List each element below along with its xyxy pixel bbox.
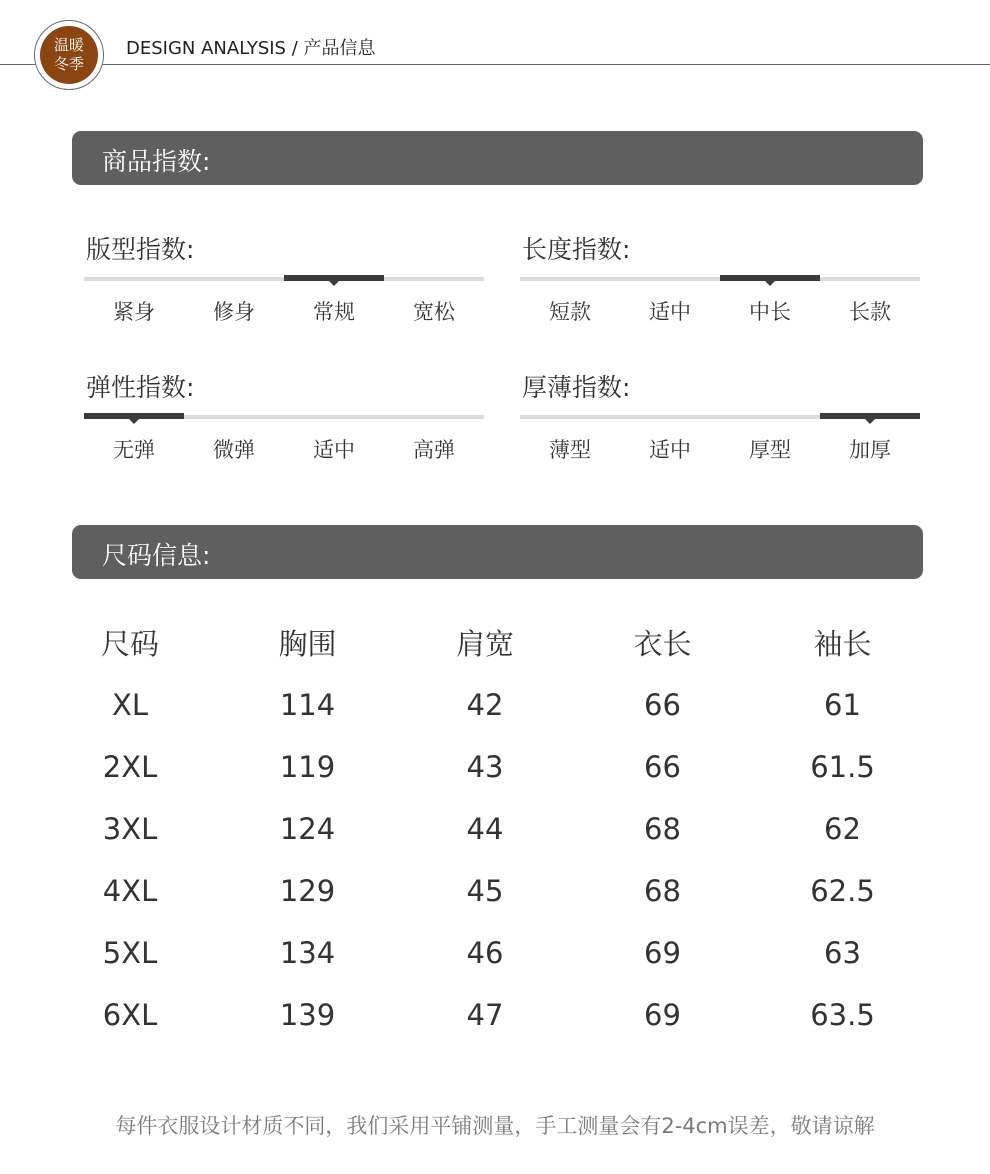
table-row [40, 928, 940, 990]
size-table-header [40, 618, 940, 680]
thickness-index-marker [820, 413, 920, 419]
elastic-option: 微弹 [213, 438, 255, 462]
size-cell: 119 [279, 750, 336, 784]
size-cell: 66 [644, 750, 681, 784]
size-cell: XL [111, 688, 149, 722]
section-bar-size-info [72, 525, 923, 579]
table-row [40, 680, 940, 742]
thickness-option: 适中 [649, 438, 691, 462]
size-cell: 61.5 [810, 750, 875, 784]
elastic-index-title: 弹性指数: [86, 373, 195, 402]
elastic-index-options [84, 434, 484, 464]
badge-text-line2: 冬季 [53, 55, 84, 73]
badge-text-line1: 温暖 [53, 36, 84, 54]
size-cell: 5XL [102, 936, 158, 970]
elastic-index-marker [84, 413, 184, 419]
season-badge-inner [40, 26, 98, 84]
fit-option: 常规 [313, 300, 355, 324]
thickness-option: 厚型 [749, 438, 791, 462]
thickness-index-options [520, 434, 920, 464]
elastic-index [84, 368, 484, 468]
size-header-cell: 尺码 [100, 627, 159, 661]
size-cell: 62.5 [810, 874, 875, 908]
size-cell: 61 [824, 688, 861, 722]
table-row [40, 990, 940, 1052]
season-badge [34, 20, 104, 90]
length-option: 中长 [749, 300, 791, 324]
length-index-marker [720, 275, 820, 281]
size-cell: 63.5 [810, 998, 875, 1032]
size-cell: 2XL [102, 750, 158, 784]
size-cell: 46 [466, 936, 504, 970]
size-cell: 42 [466, 688, 504, 722]
fit-option: 宽松 [413, 300, 455, 324]
size-cell: 47 [466, 998, 504, 1032]
size-cell: 66 [644, 688, 681, 722]
thickness-option: 薄型 [549, 438, 591, 462]
thickness-index-title: 厚薄指数: [522, 373, 631, 402]
size-cell: 6XL [102, 998, 158, 1032]
elastic-option: 无弹 [113, 438, 155, 462]
page-title: DESIGN ANALYSIS / 产品信息 [126, 38, 376, 59]
size-header-cell: 袖长 [813, 627, 872, 661]
size-cell: 62 [824, 812, 861, 846]
table-row [40, 742, 940, 804]
fit-index-marker [284, 275, 384, 281]
elastic-option: 高弹 [413, 438, 455, 462]
size-cell: 124 [279, 812, 336, 846]
size-cell: 45 [466, 874, 504, 908]
fit-index-options [84, 296, 484, 326]
size-cell: 68 [644, 874, 681, 908]
fit-index-title: 版型指数: [86, 235, 195, 264]
size-cell: 114 [279, 688, 336, 722]
elastic-option: 适中 [313, 438, 355, 462]
size-cell: 63 [824, 936, 861, 970]
fit-option: 紧身 [113, 300, 155, 324]
size-cell: 139 [279, 998, 336, 1032]
size-table [40, 618, 940, 1052]
size-cell: 68 [644, 812, 681, 846]
size-header-cell: 胸围 [278, 627, 337, 661]
header-divider [0, 64, 990, 65]
size-header-cell: 衣长 [633, 627, 692, 661]
size-cell: 69 [644, 936, 681, 970]
section-title-product-index: 商品指数: [102, 147, 211, 176]
measurement-note: 每件衣服设计材质不同，我们采用平铺测量，手工测量会有2-4cm误差，敬请谅解 [115, 1114, 875, 1138]
size-cell: 129 [279, 874, 336, 908]
size-cell: 44 [466, 812, 504, 846]
size-header-cell: 肩宽 [455, 627, 514, 661]
section-bar-product-index [72, 131, 923, 185]
table-row [40, 866, 940, 928]
length-index-options [520, 296, 920, 326]
length-index [520, 230, 920, 330]
length-option: 适中 [649, 300, 691, 324]
table-row [40, 804, 940, 866]
size-cell: 4XL [102, 874, 158, 908]
thickness-option: 加厚 [849, 438, 891, 462]
section-title-size-info: 尺码信息: [102, 541, 211, 570]
length-index-title: 长度指数: [522, 235, 631, 264]
length-option: 短款 [549, 300, 591, 324]
size-cell: 3XL [102, 812, 158, 846]
fit-option: 修身 [213, 300, 255, 324]
length-option: 长款 [849, 300, 891, 324]
size-cell: 134 [279, 936, 336, 970]
size-cell: 69 [644, 998, 681, 1032]
thickness-index [520, 368, 920, 468]
size-cell: 43 [466, 750, 504, 784]
fit-index [84, 230, 484, 330]
